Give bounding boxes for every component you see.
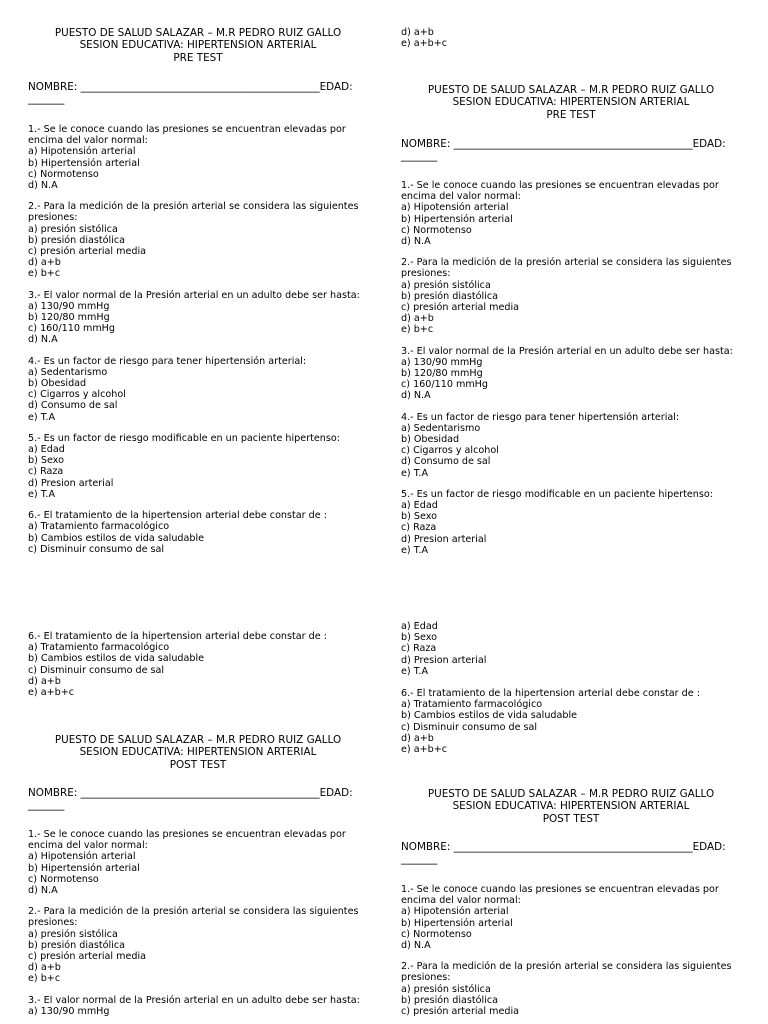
option-d: d) a+b — [28, 675, 61, 687]
option-b: b) Cambios estilos de vida saludable — [28, 653, 205, 665]
option-c: c) Disminuir consumo de sal — [28, 664, 165, 676]
option-a: a) presión sistólica — [401, 279, 491, 291]
option-d: d) a+b — [28, 962, 61, 974]
option-c: c) Normotenso — [401, 224, 472, 236]
question-text: 5.- Es un factor de riesgo modificable en un paciente hipertenso: — [28, 432, 340, 444]
post-test-header — [401, 788, 741, 825]
option-a: a) 130/90 mmHg — [28, 1005, 110, 1017]
session-title: SESION EDUCATIVA: HIPERTENSION ARTERIAL — [79, 746, 317, 759]
option-a: a) presión sistólica — [401, 983, 491, 995]
post-test-header — [28, 734, 368, 771]
question-list — [401, 180, 741, 556]
question-2 — [28, 201, 368, 279]
option-d: d) Consumo de sal — [401, 456, 491, 468]
institution-title: PUESTO DE SALUD SALAZAR – M.R PEDRO RUIZ GALLO — [54, 734, 342, 746]
institution-title: PUESTO DE SALUD SALAZAR – M.R PEDRO RUIZ GALLO — [427, 84, 715, 96]
test-type-label: PRE TEST — [173, 51, 223, 64]
option-d: d) Presion arterial — [28, 477, 114, 489]
option-b: b) Obesidad — [28, 378, 87, 390]
option-b: b) Cambios estilos de vida saludable — [28, 532, 205, 544]
option-d: d) N.A — [401, 940, 431, 952]
question-list — [401, 884, 741, 1017]
question-text: 2.- Para la medición de la presión arterial se considera las siguientes presiones: — [28, 201, 359, 224]
question-1 — [401, 180, 741, 247]
session-title: SESION EDUCATIVA: HIPERTENSION ARTERIAL — [79, 39, 317, 52]
option-c: c) Raza — [401, 643, 437, 655]
question-text: 6.- El tratamiento de la hipertension arterial debe constar de : — [401, 688, 700, 699]
test-type-label: POST TEST — [169, 758, 227, 771]
test-type-label: PRE TEST — [546, 108, 596, 121]
option-c: c) presión arterial media — [401, 1006, 520, 1018]
option-c: c) Raza — [28, 466, 64, 478]
question-2 — [28, 906, 368, 984]
option-c: c) Cigarros y alcohol — [401, 445, 499, 457]
question-text: 2.- Para la medición de la presión arterial se considera las siguientes presiones: — [401, 961, 732, 984]
name-age-line: NOMBRE: ______________________________________________EDAD: — [401, 841, 726, 853]
option-e: e) a+b+c — [401, 744, 448, 756]
question-2-tail — [401, 27, 741, 49]
question-text: 1.- Se le conoce cuando las presiones se encuentran elevadas por encima del valor normal: — [401, 884, 719, 907]
option-d: d) a+b — [401, 27, 434, 38]
option-b: b) Sexo — [28, 455, 64, 467]
option-c: c) Normotenso — [28, 873, 99, 885]
question-3 — [401, 346, 741, 402]
question-2 — [401, 961, 741, 1017]
question-text: 1.- Se le conoce cuando las presiones se encuentran elevadas por encima del valor normal: — [401, 180, 719, 203]
name-age-line-cont: _______ — [28, 799, 65, 812]
question-text: 2.- Para la medición de la presión arterial se considera las siguientes presiones: — [28, 906, 359, 929]
option-d: d) Consumo de sal — [28, 400, 118, 412]
question-1 — [401, 884, 741, 951]
name-age-field[interactable] — [28, 81, 368, 106]
option-a: a) Edad — [401, 621, 438, 632]
option-b: b) Hipertensión arterial — [28, 862, 140, 874]
option-e: e) a+b+c — [401, 38, 448, 50]
left-column — [28, 0, 368, 1024]
option-b: b) Hipertensión arterial — [28, 157, 140, 169]
name-age-field[interactable] — [401, 138, 741, 163]
option-a: a) Edad — [28, 444, 65, 456]
option-c: c) 160/110 mmHg — [401, 379, 488, 391]
name-age-field[interactable] — [28, 787, 368, 812]
question-text: 3.- El valor normal de la Presión arterial en un adulto debe ser hasta: — [28, 994, 360, 1006]
option-e: e) T.A — [401, 665, 429, 677]
question-text: 3.- El valor normal de la Presión arterial en un adulto debe ser hasta: — [401, 345, 733, 357]
option-b: b) Hipertensión arterial — [401, 917, 513, 929]
question-5 — [28, 433, 368, 500]
option-d: d) N.A — [401, 236, 431, 248]
question-1 — [28, 124, 368, 191]
option-a: a) Tratamiento farmacológico — [28, 521, 170, 533]
question-text: 1.- Se le conoce cuando las presiones se encuentran elevadas por encima del valor normal: — [28, 124, 346, 147]
question-1 — [28, 829, 368, 896]
option-e: e) T.A — [401, 467, 429, 479]
option-a: a) presión sistólica — [28, 928, 118, 940]
question-text: 6.- El tratamiento de la hipertension arterial debe constar de : — [28, 510, 327, 522]
option-c: c) Normotenso — [401, 928, 472, 940]
question-text: 6.- El tratamiento de la hipertension arterial debe constar de : — [28, 631, 327, 642]
option-e: e) b+c — [28, 268, 61, 280]
question-6-repeat — [401, 688, 741, 755]
option-c: c) Disminuir consumo de sal — [401, 721, 538, 733]
option-a: a) Hipotensión arterial — [28, 146, 136, 158]
option-d: d) N.A — [401, 390, 431, 402]
question-text: 1.- Se le conoce cuando las presiones se encuentran elevadas por encima del valor normal: — [28, 829, 346, 852]
option-e: e) T.A — [401, 544, 429, 556]
question-6 — [28, 510, 368, 555]
option-a: a) Hipotensión arterial — [28, 851, 136, 863]
option-e: e) b+c — [401, 324, 434, 336]
option-a: a) 130/90 mmHg — [401, 356, 483, 368]
option-b: b) Sexo — [401, 632, 437, 644]
question-3 — [28, 995, 368, 1017]
pre-test-header — [401, 84, 741, 121]
option-c: c) Normotenso — [28, 168, 99, 180]
session-title: SESION EDUCATIVA: HIPERTENSION ARTERIAL — [452, 96, 690, 109]
option-b: b) presión diastólica — [401, 994, 499, 1006]
option-b: b) Hipertensión arterial — [401, 213, 513, 225]
institution-title: PUESTO DE SALUD SALAZAR – M.R PEDRO RUIZ GALLO — [54, 27, 342, 39]
question-text: 3.- El valor normal de la Presión arterial en un adulto debe ser hasta: — [28, 289, 360, 301]
option-b: b) presión diastólica — [28, 234, 126, 246]
option-a: a) Hipotensión arterial — [401, 202, 509, 214]
option-a: a) Edad — [401, 500, 438, 512]
option-a: a) Sedentarismo — [28, 366, 108, 378]
option-b: b) presión diastólica — [28, 939, 126, 951]
session-title: SESION EDUCATIVA: HIPERTENSION ARTERIAL — [452, 800, 690, 813]
name-age-field[interactable] — [401, 841, 741, 866]
question-list — [28, 829, 368, 1017]
name-age-line-cont: _______ — [401, 853, 438, 866]
option-b: b) Obesidad — [401, 434, 460, 446]
question-list — [28, 124, 368, 555]
option-e: e) T.A — [28, 411, 56, 423]
question-2 — [401, 257, 741, 335]
option-d: d) a+b — [401, 313, 434, 325]
option-a: a) presión sistólica — [28, 223, 118, 235]
name-age-line: NOMBRE: ______________________________________________EDAD: — [28, 81, 353, 93]
option-a: a) Sedentarismo — [401, 422, 481, 434]
option-d: d) N.A — [28, 180, 58, 192]
option-a: a) 130/90 mmHg — [28, 300, 110, 312]
name-age-line-cont: _______ — [401, 150, 438, 163]
question-5 — [401, 489, 741, 556]
option-b: b) Sexo — [401, 511, 437, 523]
option-c: c) presión arterial media — [28, 951, 147, 963]
name-age-line: NOMBRE: ______________________________________________EDAD: — [401, 138, 726, 150]
option-b: b) 120/80 mmHg — [401, 368, 483, 380]
question-text: 5.- Es un factor de riesgo modificable en un paciente hipertenso: — [401, 488, 713, 500]
option-b: b) 120/80 mmHg — [28, 312, 110, 324]
option-c: c) Raza — [401, 522, 437, 534]
option-d: d) N.A — [28, 885, 58, 897]
option-c: c) Cigarros y alcohol — [28, 389, 126, 401]
question-text: 4.- Es un factor de riesgo para tener hipertensión arterial: — [401, 411, 680, 423]
question-text: 2.- Para la medición de la presión arterial se considera las siguientes presiones: — [401, 257, 732, 280]
option-e: e) b+c — [28, 973, 61, 985]
option-c: c) presión arterial media — [401, 302, 520, 314]
test-type-label: POST TEST — [542, 812, 600, 825]
question-5-repeat-options — [401, 621, 741, 677]
pre-test-header — [28, 27, 368, 64]
question-4 — [28, 356, 368, 423]
option-e: e) T.A — [28, 488, 56, 500]
question-4 — [401, 412, 741, 479]
option-d: d) a+b — [401, 732, 434, 744]
option-a: a) Hipotensión arterial — [401, 906, 509, 918]
name-age-line-cont: _______ — [28, 93, 65, 106]
option-b: b) Cambios estilos de vida saludable — [401, 710, 578, 722]
option-a: a) Tratamiento farmacológico — [401, 699, 543, 711]
question-6-repeat — [28, 631, 368, 698]
name-age-line: NOMBRE: ______________________________________________EDAD: — [28, 787, 353, 799]
institution-title: PUESTO DE SALUD SALAZAR – M.R PEDRO RUIZ GALLO — [427, 788, 715, 800]
question-text: 4.- Es un factor de riesgo para tener hipertensión arterial: — [28, 355, 307, 367]
question-3 — [28, 290, 368, 346]
option-d: d) Presion arterial — [401, 654, 487, 666]
option-c: c) Disminuir consumo de sal — [28, 543, 165, 555]
option-e: e) a+b+c — [28, 687, 75, 699]
option-d: d) N.A — [28, 334, 58, 346]
option-c: c) 160/110 mmHg — [28, 323, 115, 335]
option-a: a) Tratamiento farmacológico — [28, 642, 170, 654]
right-column — [401, 0, 741, 1024]
option-d: d) Presion arterial — [401, 533, 487, 545]
option-c: c) presión arterial media — [28, 246, 147, 258]
option-b: b) presión diastólica — [401, 290, 499, 302]
option-d: d) a+b — [28, 257, 61, 269]
